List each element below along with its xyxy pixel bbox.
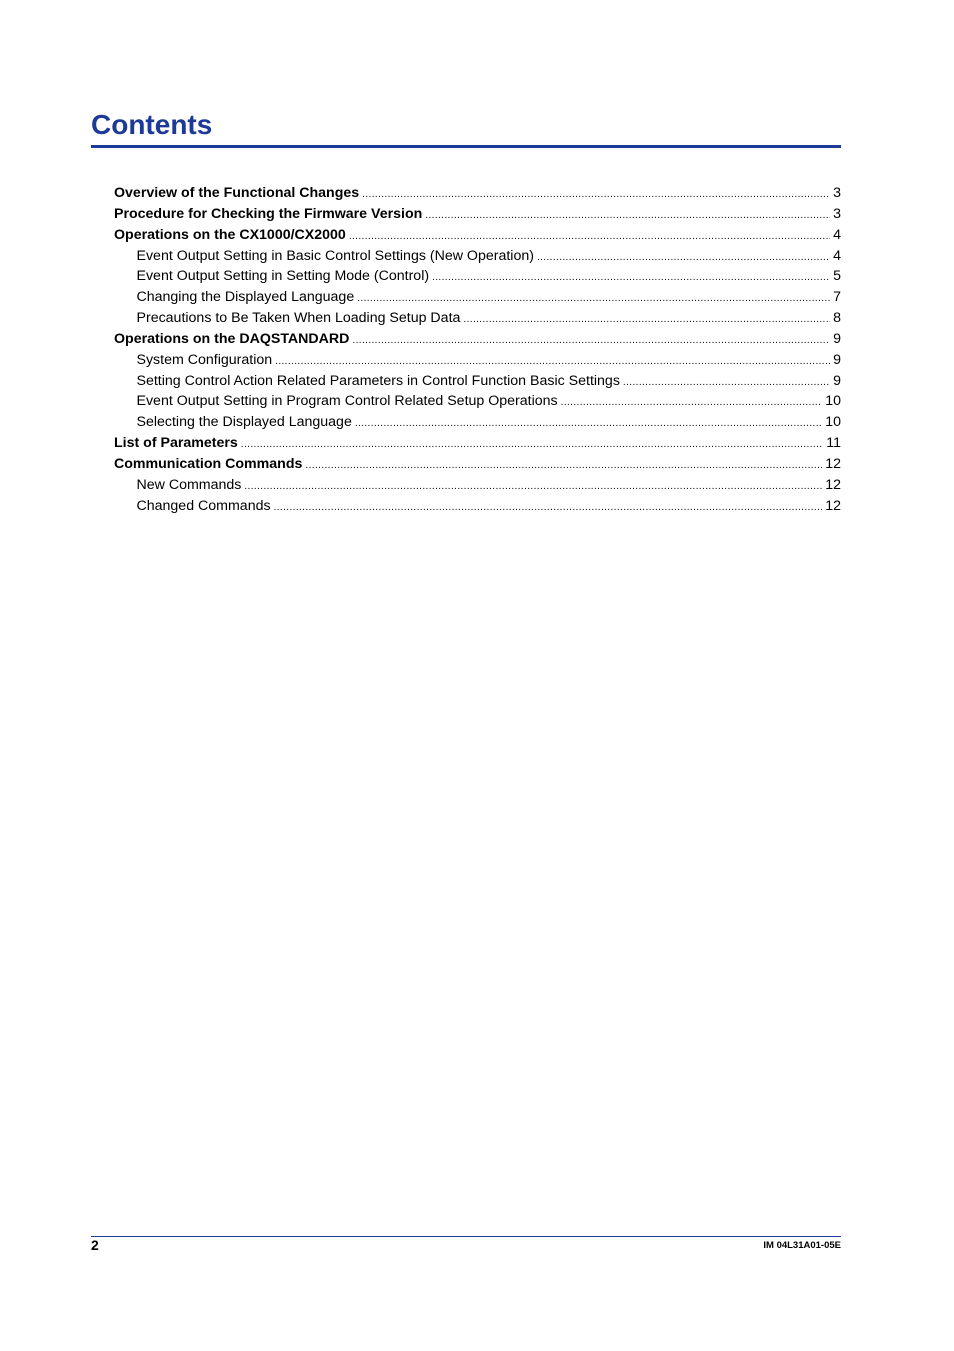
toc-entry[interactable] <box>114 183 841 204</box>
toc-dot-leader <box>275 352 830 373</box>
toc-dot-leader <box>537 248 830 269</box>
title-rule <box>91 145 841 148</box>
toc-entry-label: Precautions to Be Taken When Loading Setup Data <box>136 310 461 327</box>
toc-dot-leader <box>305 456 822 477</box>
toc-entry-page: 7 <box>833 289 841 306</box>
toc-entry-page: 9 <box>833 330 841 347</box>
toc-entry-label: Event Output Setting in Program Control Related Setup Operations <box>136 393 558 410</box>
toc-entry-label: New Commands <box>136 476 242 493</box>
toc-entry-page: 9 <box>833 372 841 389</box>
footer-rule <box>91 1236 841 1237</box>
toc-entry-page: 12 <box>825 476 841 493</box>
toc-dot-leader <box>357 289 830 310</box>
toc-subentry[interactable] <box>114 350 841 371</box>
toc-entry[interactable] <box>114 454 841 475</box>
toc-entry-page: 3 <box>833 185 841 201</box>
footer-page-number: 2 <box>91 1237 99 1253</box>
toc-entry-page: 5 <box>833 268 841 285</box>
toc-entry-label: Procedure for Checking the Firmware Version <box>114 205 423 222</box>
toc-dot-leader <box>432 268 830 289</box>
toc-entry-page: 11 <box>826 435 841 452</box>
footer-document-id: IM 04L31A01-05E <box>763 1240 841 1251</box>
toc-entry-label: Event Output Setting in Basic Control Settings (New Operation) <box>136 247 534 264</box>
toc-entry-page: 3 <box>833 205 841 222</box>
toc-entry-page: 12 <box>825 455 841 472</box>
toc-entry-label: List of Parameters <box>114 435 238 452</box>
toc-subentry[interactable] <box>114 371 841 392</box>
toc-entry-label: System Configuration <box>136 351 273 368</box>
toc-subentry[interactable] <box>114 412 841 433</box>
toc-entry[interactable] <box>114 225 841 246</box>
toc-entry-label: Selecting the Displayed Language <box>136 414 352 431</box>
page-title: Contents <box>91 109 213 140</box>
toc-entry-label: Event Output Setting in Setting Mode (Control) <box>136 268 430 285</box>
toc-entry-page: 8 <box>833 310 841 327</box>
toc-entry-page: 10 <box>825 393 841 410</box>
toc-entry-label: Changed Commands <box>136 497 271 514</box>
toc-dot-leader <box>463 310 830 331</box>
toc-entry-page: 9 <box>833 351 841 368</box>
toc-dot-leader <box>355 414 822 435</box>
toc-dot-leader <box>274 498 823 519</box>
toc-dot-leader <box>561 393 823 414</box>
toc-entry-label: Setting Control Action Related Parameters in Control Function Basic Settings <box>136 372 620 389</box>
toc-entry[interactable] <box>114 433 841 454</box>
toc-entry-page: 4 <box>833 247 841 264</box>
toc-entry-label: Changing the Displayed Language <box>136 289 355 306</box>
toc-dot-leader <box>241 435 823 456</box>
toc-entry[interactable] <box>114 329 841 350</box>
toc-entry-label: Communication Commands <box>114 455 303 472</box>
toc-subentry[interactable] <box>114 308 841 329</box>
toc-subentry[interactable] <box>114 496 841 517</box>
toc-subentry[interactable] <box>114 246 841 267</box>
toc-dot-leader <box>244 477 822 498</box>
toc-dot-leader <box>425 206 830 227</box>
toc-entry-label: Operations on the CX1000/CX2000 <box>114 226 346 243</box>
toc-entry-page: 4 <box>833 226 841 243</box>
toc-entry-label: Operations on the DAQSTANDARD <box>114 330 350 347</box>
toc-subentry[interactable] <box>114 287 841 308</box>
toc-dot-leader <box>349 227 830 248</box>
toc-dot-leader <box>362 185 830 206</box>
toc-entry-page: 10 <box>825 414 841 431</box>
toc-subentry[interactable] <box>114 475 841 496</box>
toc-dot-leader <box>623 373 830 394</box>
table-of-contents <box>114 183 841 517</box>
toc-subentry[interactable] <box>114 266 841 287</box>
toc-entry-page: 12 <box>825 497 841 514</box>
toc-entry-label: Overview of the Functional Changes <box>114 185 360 201</box>
toc-entry[interactable] <box>114 204 841 225</box>
toc-dot-leader <box>352 331 830 352</box>
toc-subentry[interactable] <box>114 391 841 412</box>
